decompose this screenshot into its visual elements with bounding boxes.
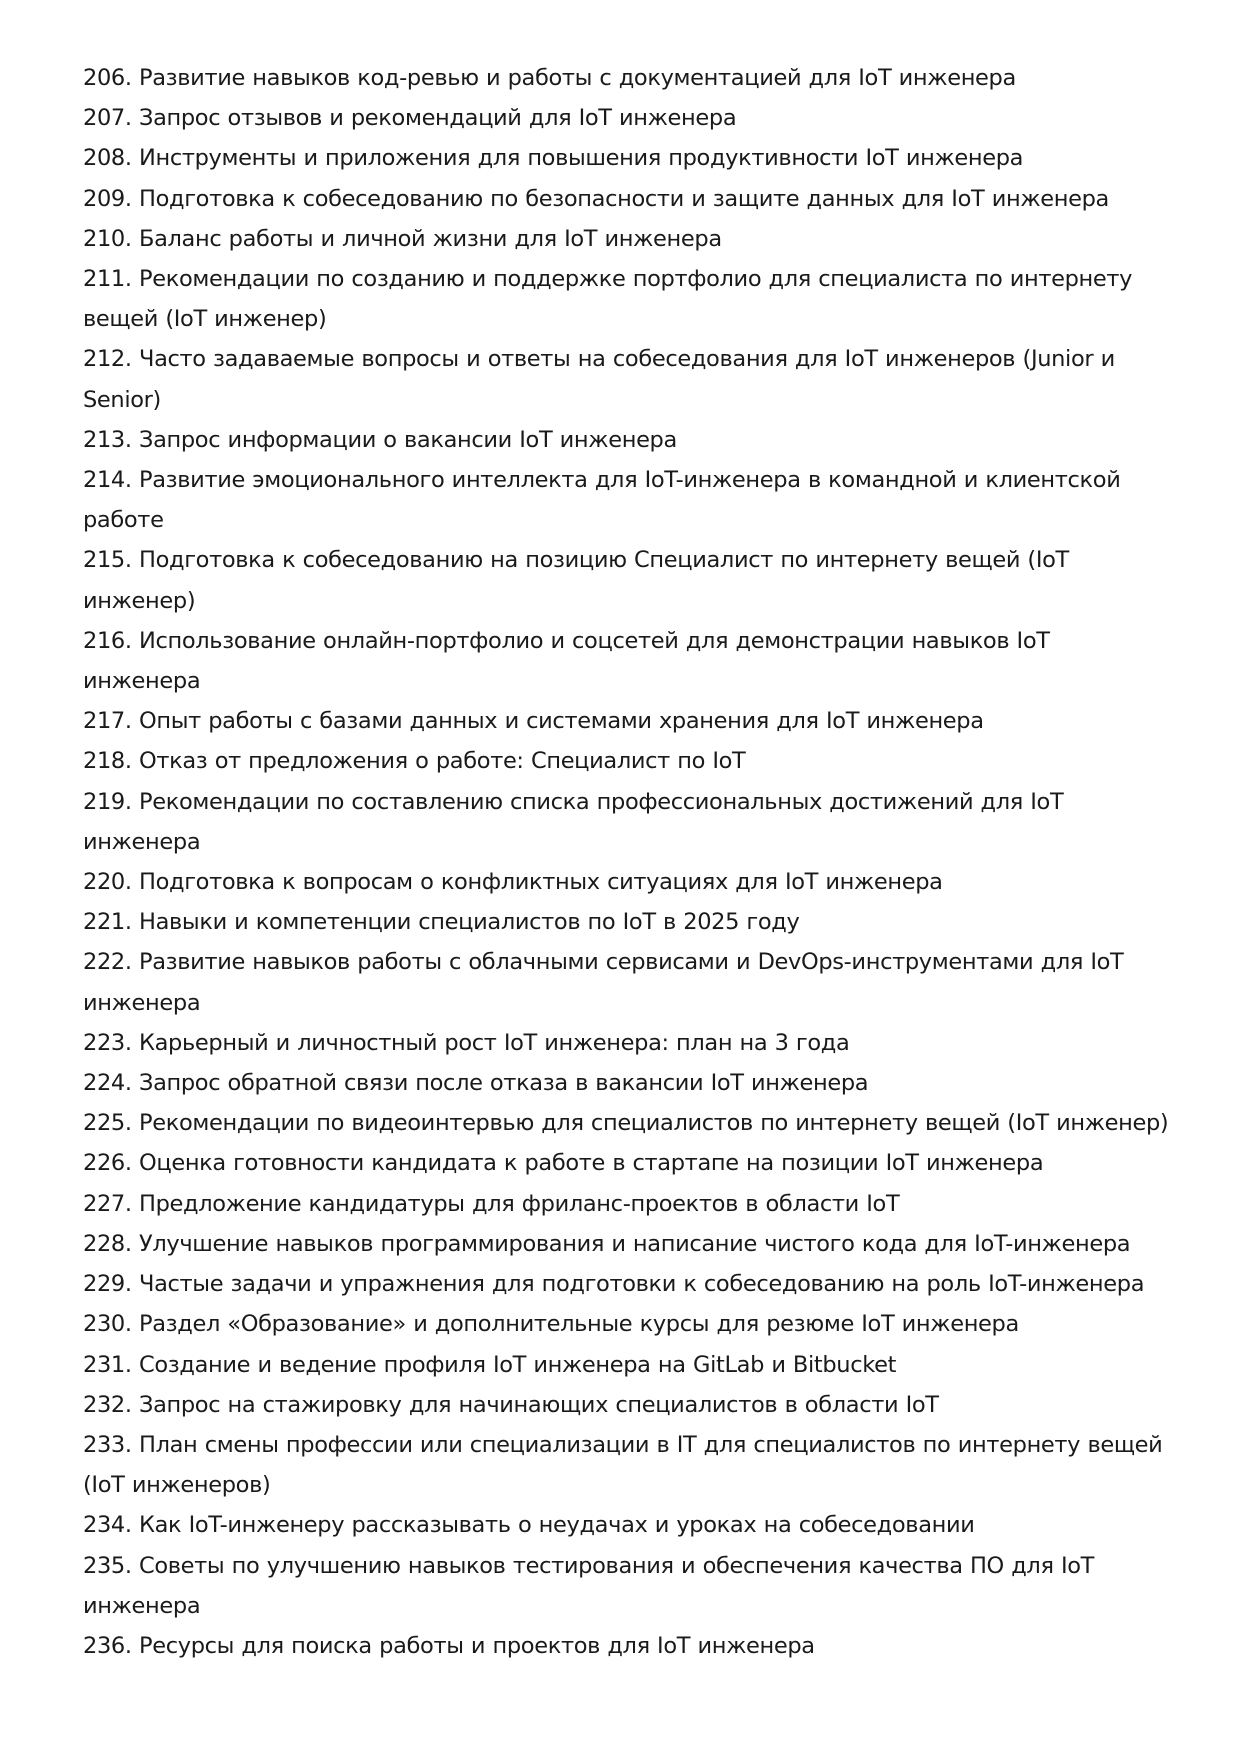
document-page [83,58,1173,1666]
list-item: 228. Улучшение навыков программирования и написание чистого кода для IoT-инженера [83,1230,1131,1257]
list-item: 221. Навыки и компетенции специалистов по IoT в 2025 году [83,909,800,936]
list-item: 223. Карьерный и личностный рост IoT инженера: план на 3 года [83,1029,850,1056]
list-item: 211. Рекомендации по созданию и поддержке портфолио для специалиста по интернету вещей (IoT инженер) [83,266,1133,333]
list-item: 207. Запрос отзывов и рекомендаций для IoT инженера [83,105,737,132]
list-item: 216. Использование онлайн-портфолио и соцсетей для демонстрации навыков IoT инженера [83,627,1050,695]
list-item: 236. Ресурсы для поиска работы и проектов для IoT инженера [83,1632,815,1659]
list-item: 213. Запрос информации о вакансии IoT инженера [83,426,677,453]
list-item: 217. Опыт работы с базами данных и системами хранения для IoT инженера [83,708,984,735]
list-item: 235. Советы по улучшению навыков тестирования и обеспечения качества ПО для IoT инженера [83,1552,1095,1619]
list-item: 214. Развитие эмоционального интеллекта для IoT-инженера в командной и клиентской работе [83,467,1121,534]
list-item: 224. Запрос обратной связи после отказа в вакансии IoT инженера [83,1070,869,1097]
list-item: 227. Предложение кандидатуры для фриланс-проектов в области IoT [83,1190,900,1217]
list-item: 230. Раздел «Образование» и дополнительные курсы для резюме IoT инженера [83,1311,1019,1338]
list-item: 226. Оценка готовности кандидата к работе в стартапе на позиции IoT инженера [83,1150,1044,1177]
list-item: 220. Подготовка к вопросам о конфликтных ситуациях для IoT инженера [83,869,943,896]
list-item: 225. Рекомендации по видеоинтервью для специалистов по интернету вещей (IoT инженер) [83,1110,1169,1137]
list-item: 209. Подготовка к собеседованию по безопасности и защите данных для IoT инженера [83,185,1109,212]
list-item: 212. Часто задаваемые вопросы и ответы на собеседования для IoT инженеров (Junior и Senior) [83,346,1115,413]
list-item: 218. Отказ от предложения о работе: Специалист по IoT [83,748,746,775]
list-item: 215. Подготовка к собеседованию на позицию Специалист по интернету вещей (IoT инженер) [83,547,1069,614]
list-item: 231. Создание и ведение профиля IoT инженера на GitLab и Bitbucket [83,1351,897,1378]
list-item: 234. Как IoT-инженеру рассказывать о неудачах и уроках на собеседовании [83,1512,975,1539]
list-item: 206. Развитие навыков код-ревью и работы с документацией для IoT инженера [83,65,1016,91]
list-item: 208. Инструменты и приложения для повышения продуктивности IoT инженера [83,145,1024,172]
list-item: 233. План смены профессии или специализации в IT для специалистов по интернету вещей (IoT инженеров) [83,1431,1163,1499]
list-item: 219. Рекомендации по составлению списка профессиональных достижений для IoT инженера [83,788,1064,855]
list-item: 229. Частые задачи и упражнения для подготовки к собеседованию на роль IoT-инженера [83,1271,1145,1298]
list-item: 232. Запрос на стажировку для начинающих специалистов в области IoT [83,1391,939,1418]
list-item: 210. Баланс работы и личной жизни для IoT инженера [83,225,722,252]
list-item: 222. Развитие навыков работы с облачными сервисами и DevOps-инструментами для IoT инженера [83,949,1124,1016]
